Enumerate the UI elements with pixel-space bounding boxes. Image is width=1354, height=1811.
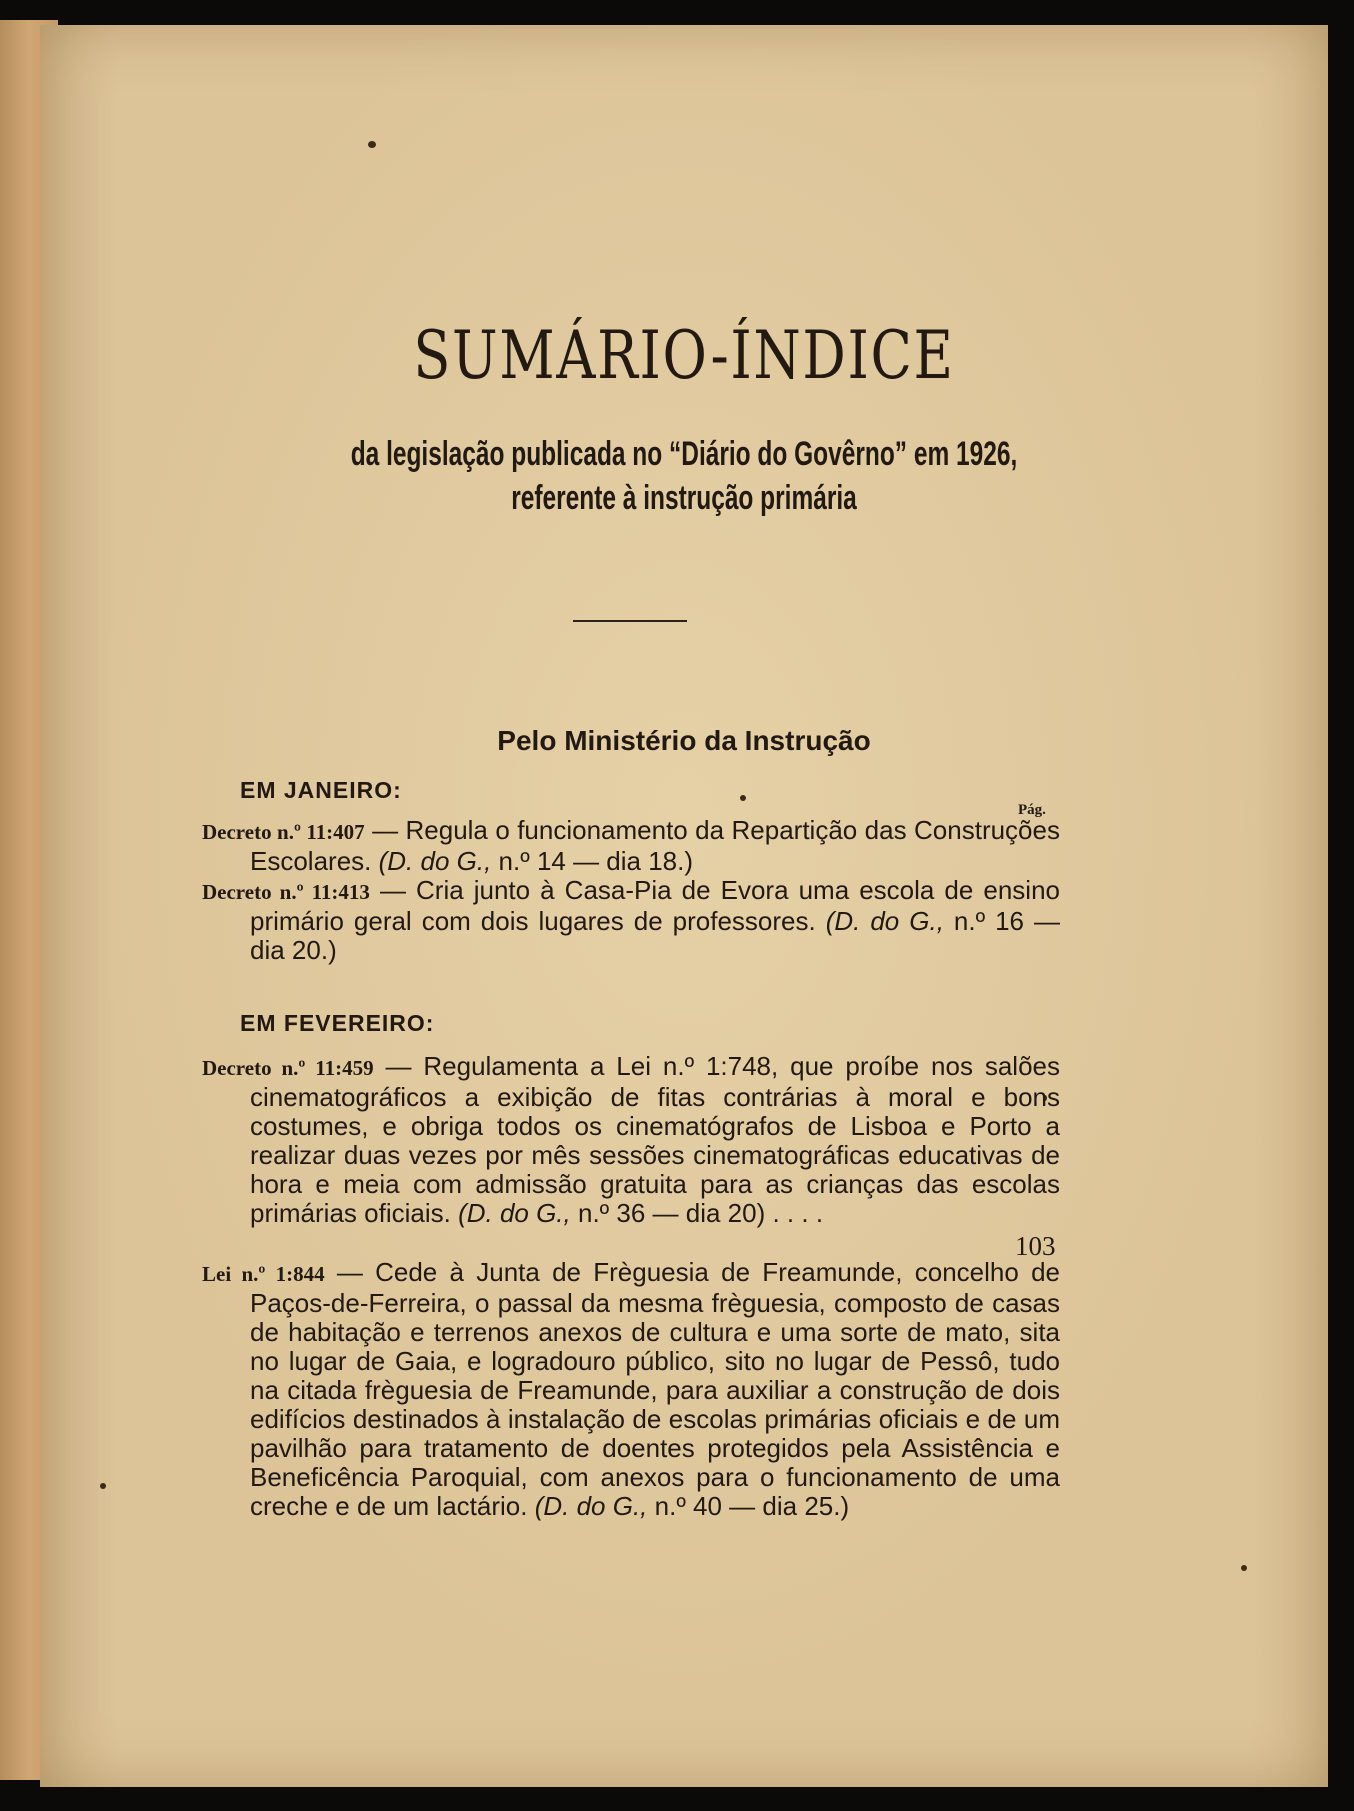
entry-reference-tail: n.º 14 — dia 18.) xyxy=(491,846,694,876)
ink-speck xyxy=(100,1483,106,1489)
page-column-label: Pág. xyxy=(1018,802,1046,818)
section-heading-january: EM JANEIRO: xyxy=(240,777,402,803)
entry-reference-tail: n.º 36 — dia 20) . . . . xyxy=(570,1198,824,1228)
subtitle-line-1: da legislação publicada no “Diário do Govêrno” em 1926, xyxy=(350,435,1018,473)
index-entry xyxy=(202,1258,1060,1521)
index-entry xyxy=(202,1052,1060,1228)
divider-rule xyxy=(573,620,687,622)
entry-reference: (D. do G., xyxy=(378,846,492,876)
entry-text: — Cria junto à Casa-Pia de Evora uma escola de ensino primário geral com dois lugares de professores. xyxy=(250,875,1061,936)
index-entry xyxy=(202,816,1060,876)
entry-reference-tail: n.º 40 — dia 25.) xyxy=(647,1491,850,1521)
entry-text: — Regula o funcionamento da Repartição das Construções Escolares. xyxy=(250,815,1060,876)
entry-reference: (D. do G., xyxy=(458,1198,571,1228)
ink-speck xyxy=(740,795,746,801)
entry-label: Lei n.º 1:844 xyxy=(202,1262,325,1286)
entry-page-number: 103 xyxy=(1015,1231,1056,1261)
entry-reference: (D. do G., xyxy=(825,906,944,936)
entry-label: Decreto n.º 11:459 xyxy=(202,1056,374,1080)
entry-reference-tail: n.º 16 — dia 20.) xyxy=(250,906,1060,965)
entry-label: Decreto n.º 11:413 xyxy=(202,880,370,904)
entry-text: — Regulamenta a Lei n.º 1:748, que proíbe nos salões cinematográficos a exibição de fitas contrárias à moral e bons costumes, e obriga todos os cinematógrafos de Lisboa e Porto a realizar duas vezes por mês sessões cinematográficas educativas de hora e meia com admissão gratuita para as crianças das escolas primárias oficiais. xyxy=(250,1051,1060,1228)
ministry-heading: Pelo Ministério da Instrução xyxy=(497,725,871,756)
entry-reference: (D. do G., xyxy=(534,1491,648,1521)
ink-speck xyxy=(1241,1565,1247,1571)
entry-text: — Cede à Junta de Frèguesia de Freamunde, concelho de Paços-de-Ferreira, o passal da mesma frèguesia, composto de casas de habitação e terrenos anexos de cultura e uma sorte de mato, sita no lugar de Gaia, e logradouro público, sito no lugar de Pessô, tudo na citada frèguesia de Freamunde, para auxiliar a construção de dois edifícios destinados à instalação de escolas primárias oficiais e de um pavilhão para tratamento de doentes protegidos pela Assistência e Beneficência Paroquial, com anexos para o funcionamento de uma creche e de um lactário. xyxy=(250,1257,1060,1521)
section-heading-february: EM FEVEREIRO: xyxy=(240,1010,435,1036)
index-entry xyxy=(202,876,1060,965)
subtitle-line-2: referente à instrução primária xyxy=(511,479,857,517)
entry-label: Decreto n.º 11:407 xyxy=(202,820,365,844)
document-title: SUMÁRIO-ÍNDICE xyxy=(413,317,955,394)
ink-speck xyxy=(368,141,376,148)
